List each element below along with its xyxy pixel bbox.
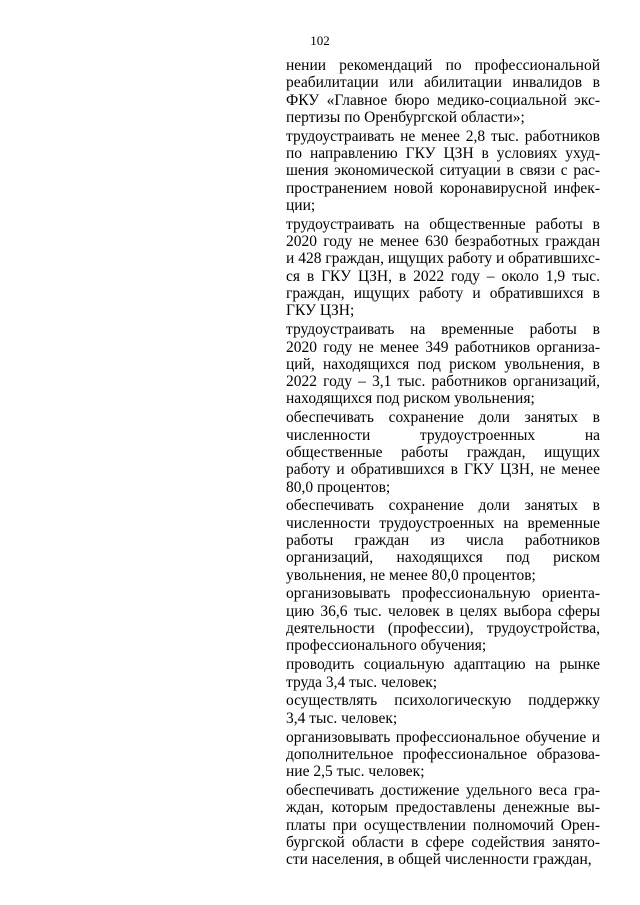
text-line: шения экономической ситуации в связи с рас- — [286, 162, 600, 180]
text-line: платы при осуществлении полномочий Орен- — [286, 816, 600, 834]
text-line: ции; — [286, 196, 316, 214]
text-line: ГКУ ЦЗН; — [286, 302, 355, 320]
text-line: ждан, которым предоставлены денежные вы- — [286, 799, 600, 817]
text-line: проводить социальную адаптацию на рынке — [286, 656, 600, 674]
text-line: труда 3,4 тыс. человек; — [286, 673, 438, 691]
text-line: находящихся под риском увольнения; — [286, 390, 535, 408]
text-line: 80,0 процентов; — [286, 478, 391, 496]
text-line: ФКУ «Главное бюро медико-социальной экс- — [286, 91, 600, 109]
text-line: граждан, ищущих работу и обратившихся в — [286, 285, 600, 303]
page-number: 102 — [310, 33, 330, 48]
paragraph — [286, 497, 600, 583]
text-line: увольнения, не менее 80,0 процентов; — [286, 566, 536, 584]
text-line: ся в ГКУ ЦЗН, в 2022 году – около 1,9 тыс. — [286, 267, 600, 285]
text-line: организовывать профессиональное обучение и — [286, 728, 600, 746]
text-line: деятельности (профессии), трудоустройства, — [286, 620, 600, 638]
text-line: трудоустраивать на общественные работы в — [286, 215, 600, 233]
text-line: численности трудоустроенных на — [286, 426, 600, 444]
text-line: бургской области в сфере содействия занято- — [286, 834, 600, 851]
text-line: пертизы по Оренбургской области»; — [286, 108, 525, 126]
text-line: работу и обратившихся в ГКУ ЦЗН, не менее — [286, 461, 600, 479]
paragraph — [286, 656, 600, 691]
text-line: нении рекомендаций по профессиональной — [286, 57, 600, 74]
text-line: цию 36,6 тыс. человек в целях выбора сферы — [286, 602, 600, 620]
paragraph — [286, 409, 600, 495]
text-line: осуществлять психологическую поддержку — [286, 692, 600, 710]
text-line: реабилитации или абилитации инвалидов в — [286, 74, 600, 92]
paragraph — [286, 585, 600, 654]
text-line: организовывать профессиональную ориента- — [286, 585, 600, 603]
text-line: трудоустраивать на временные работы в — [286, 321, 600, 339]
text-line: 2022 году – 3,1 тыс. работников организаций, — [286, 373, 600, 391]
text-line: пространением новой коронавирусной инфек- — [286, 179, 600, 197]
text-line: численности трудоустроенных на временные — [286, 514, 600, 532]
paragraph — [286, 729, 600, 781]
text-line: дополнительное профессиональное образова- — [286, 745, 600, 763]
text-line: трудоустраивать не менее 2,8 тыс. работников — [286, 127, 600, 145]
text-line: 2020 году не менее 630 безработных граждан — [286, 233, 600, 251]
text-column — [286, 57, 600, 870]
paragraph — [286, 128, 600, 214]
text-line: обеспечивать сохранение доли занятых в — [286, 497, 600, 515]
text-line: работы граждан из числа работников — [286, 531, 600, 549]
text-line: 2020 году не менее 349 работников организа- — [286, 338, 600, 356]
text-line: по направлению ГКУ ЦЗН в условиях ухуд- — [286, 145, 600, 163]
paragraph — [286, 782, 600, 868]
text-line: ние 2,5 тыс. человек; — [286, 763, 425, 781]
text-line: обеспечивать сохранение доли занятых в — [286, 409, 600, 427]
paragraph — [286, 216, 600, 320]
text-line: ций, находящихся под риском увольнения, в — [286, 355, 600, 373]
text-line: общественные работы граждан, ищущих — [286, 443, 600, 461]
text-line: сти населения, в общей численности граждан, — [286, 851, 592, 869]
text-line: организаций, находящихся под риском — [286, 549, 600, 567]
paragraph — [286, 57, 600, 126]
text-line: 3,4 тыс. человек; — [286, 709, 398, 727]
text-line: и 428 граждан, ищущих работу и обратившихс- — [286, 250, 600, 268]
paragraph — [286, 692, 600, 727]
text-line: обеспечивать достижение удельного веса гра- — [286, 782, 600, 800]
paragraph — [286, 321, 600, 407]
text-line: профессионального обучения; — [286, 637, 487, 655]
